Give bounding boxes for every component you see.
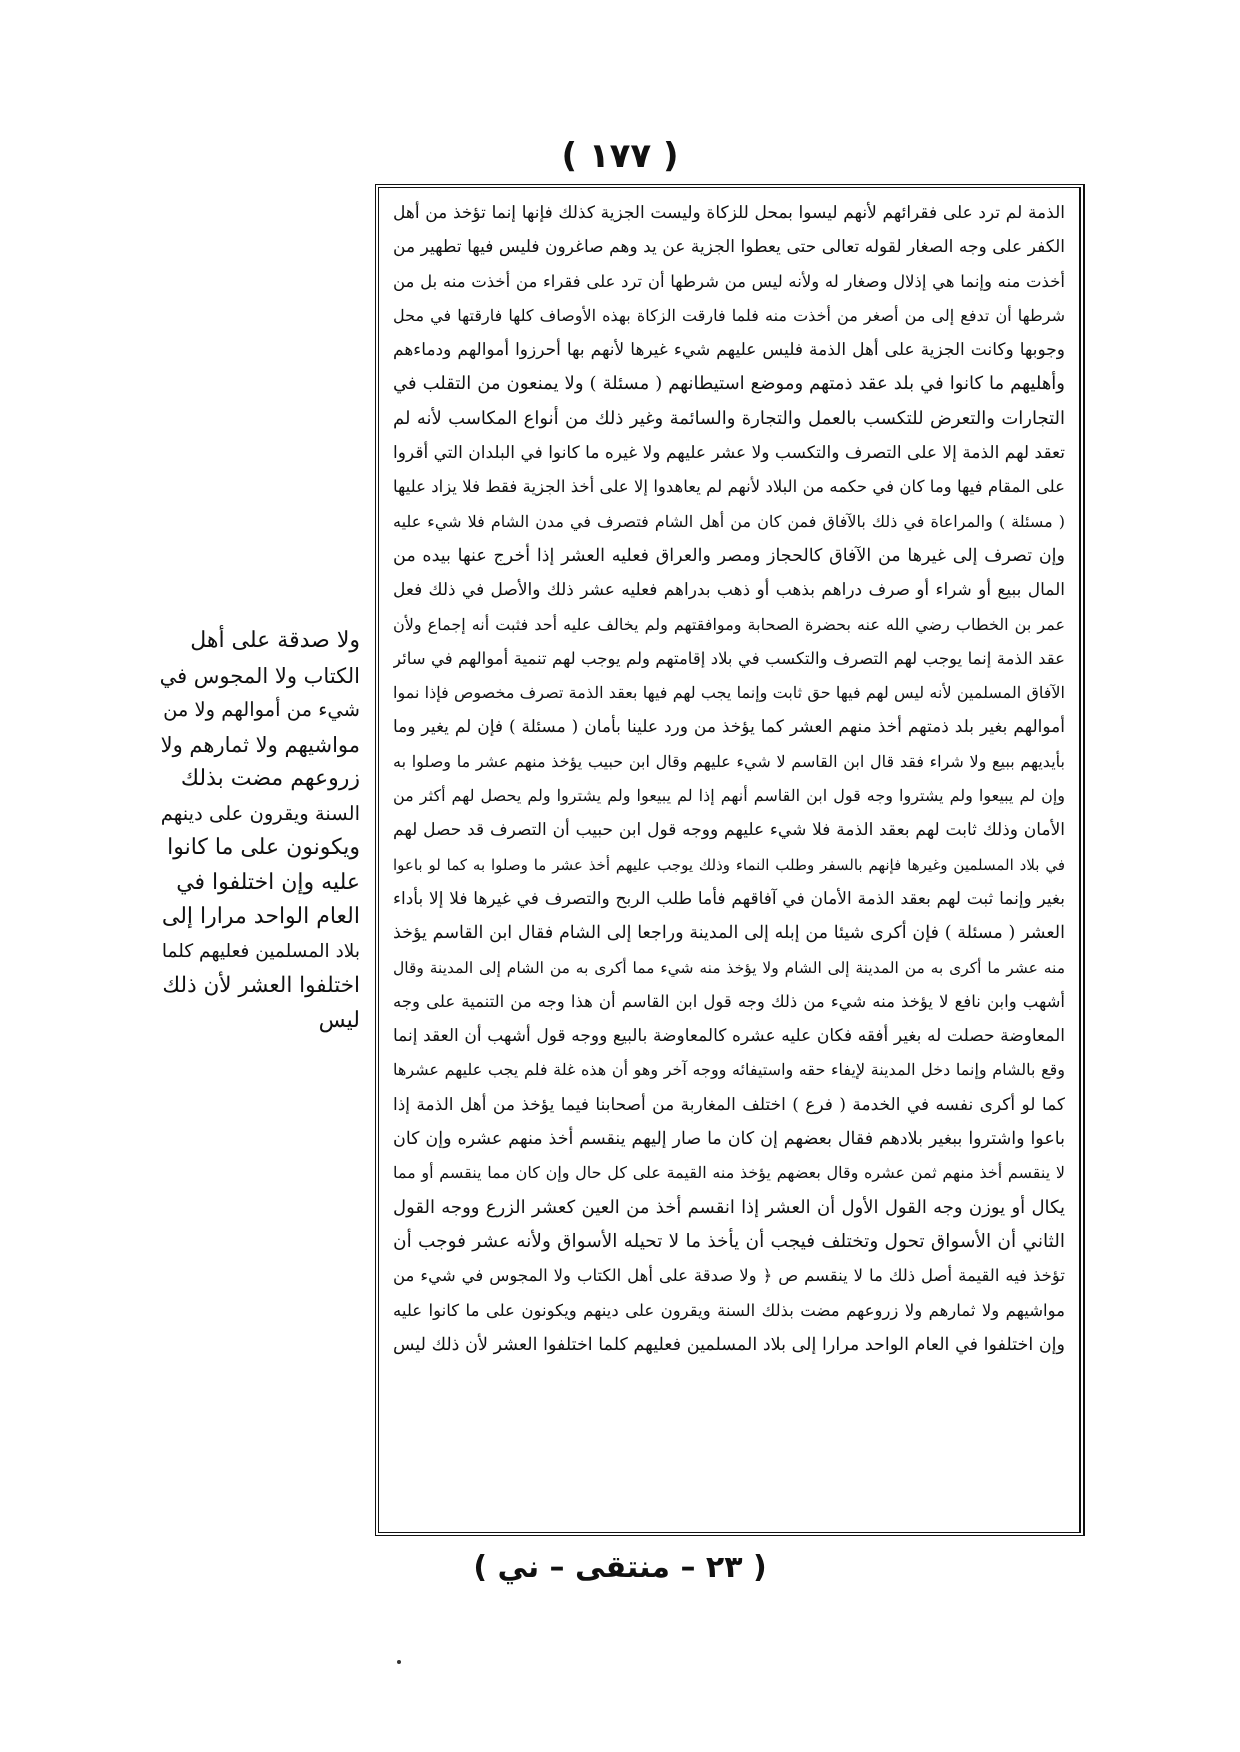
margin-line: ولا صدقة على أهل (190, 628, 360, 653)
text-line: في بلاد المسلمين وغيرها فإنهم بالسفر وطلب النماء وذلك يوجب عليهم أخذ عشر ما وصلوا به كما لو باعوا (393, 855, 1065, 874)
margin-line: العام الواحد مرارا إلى (161, 904, 360, 929)
text-line: تعقد لهم الذمة إلا على التصرف والتكسب ولا عشر عليهم ولا غيره ما كانوا في البلدان التي أقروا (393, 443, 1065, 464)
margin-line: ليس (318, 1007, 360, 1033)
text-line: بغير وإنما ثبت لهم بعقد الذمة الأمان في آفاقهم فأما طلب الربح والتصرف في غيرها فلا إلا بأداء (393, 888, 1065, 909)
margin-note (160, 624, 360, 1038)
text-line: وجوبها وكانت الجزية على أهل الذمة فليس عليهم شيء غيرها لأنهم بها أحرزوا أموالهم ودماءهم (393, 340, 1065, 361)
text-line: التجارات والتعرض للتكسب بالعمل والتجارة والسائمة وغير ذلك من أنواع المكاسب لأنه لم (393, 407, 1065, 429)
text-line: أشهب وابن نافع لا يؤخذ منه شيء من ذلك وجه قول ابن القاسم أن هذا وجه من التنمية على وجه (393, 991, 1065, 1011)
text-line: باعوا واشتروا ببغير بلادهم فقال بعضهم إن كان ما صار إليهم ينقسم أخذ منهم عشره وإن كان (393, 1129, 1065, 1150)
main-text-frame (375, 184, 1085, 1536)
margin-line: ويكونون على ما كانوا (167, 835, 360, 860)
text-line: لا ينقسم أخذ منهم ثمن عشره وقال بعضهم يؤخذ منه القيمة على كل حال وإن كان مما ينقسم أو مما (393, 1163, 1065, 1183)
text-line: وأهليهم ما كانوا في بلد عقد ذمتهم وموضع استيطانهم ( مسئلة ) ولا يمنعون من التقلب في (393, 373, 1065, 395)
text-line: مواشيهم ولا ثمارهم ولا زروعهم مضت بذلك السنة ويقرون على دينهم ويكونون على ما كانوا عليه (393, 1300, 1065, 1320)
text-line: الكفر على وجه الصغار لقوله تعالى حتى يعطوا الجزية عن يد وهم صاغرون فليس فيها تطهير من (393, 237, 1065, 258)
text-line: كما لو أكرى نفسه في الخدمة ( فرع ) اختلف المغاربة من أصحابنا فيما يؤخذ من أهل الذمة إذا (393, 1094, 1065, 1115)
text-line: وإن اختلفوا في العام الواحد مرارا إلى بلاد المسلمين فعليهم كلما اختلفوا العشر لأن ذلك ليس (393, 1334, 1065, 1355)
ink-speck (397, 1660, 401, 1664)
margin-line: الكتاب ولا المجوس في (160, 663, 360, 688)
text-line: عقد الذمة إنما يوجب لهم التصرف والتكسب في بلاد إقامتهم ولم يوجب لهم تنمية أموالهم في سائر (393, 648, 1065, 668)
margin-line: زروعهم مضت بذلك (180, 766, 360, 791)
footer-signature: ( ٢٣ – منتقى – ني ) (473, 1550, 767, 1585)
text-line: وإن تصرف إلى غيرها من الآفاق كالحجاز ومصر والعراق فعليه العشر إذا أخرج عنها بيده من (393, 545, 1065, 566)
text-line: شرطها أن تدفع إلى من أصغر من أخذت منه فلما فارقت الزكاة بهذه الأوصاف كلها فارقتها في محل (393, 305, 1065, 325)
text-line: أموالهم بغير بلد ذمتهم أخذ منهم العشر كما يؤخذ من ورد علينا بأمان ( مسئلة ) فإن لم يغير وما (393, 717, 1065, 738)
text-line: أخذت منه وإنما هي إذلال وصغار له ولأنه ليس من شرطها أن ترد على فقراء من أخذت منه بل من (393, 271, 1065, 291)
text-line: الذمة لم ترد على فقرائهم لأنهم ليسوا بمحل للزكاة وليست الجزية كذلك فإنها إنما تؤخذ من أهل (393, 203, 1065, 223)
text-line: الأمان وذلك ثابت لهم بعقد الذمة فلا شيء عليهم ووجه قول ابن حبيب أن التصرف قد حصل لهم (393, 820, 1065, 841)
page-number: ( ١٧٧ ) (561, 136, 679, 176)
text-line: ( مسئلة ) والمراعاة في ذلك بالآفاق فمن كان من أهل الشام فتصرف في مدن الشام فلا شيء عليه (393, 511, 1065, 531)
text-line: بأيديهم ببيع ولا شراء فقد قال ابن القاسم لا شيء عليهم وقال ابن حبيب يؤخذ منهم عشر ما وصلوا به (393, 751, 1065, 771)
text-line: وإن لم يبيعوا ولم يشتروا وجه قول ابن القاسم أنهم إذا لم يبيعوا ولم يشتروا ولم يحصل لهم أكثر من (393, 786, 1065, 806)
text-line: تؤخذ فيه القيمة أصل ذلك ما لا ينقسم ص ﴿ ولا صدقة على أهل الكتاب ولا المجوس في شيء من (393, 1266, 1065, 1286)
text-line: الآفاق المسلمين لأنه ليس لهم فيها حق ثابت وإنما يجب لهم فيها بعقد الذمة تصرف مخصوص فإذا نموا (393, 683, 1065, 703)
margin-line: شيء من أموالهم ولا من (163, 698, 360, 721)
margin-line: عليه وإن اختلفوا في (176, 869, 360, 895)
margin-line: بلاد المسلمين فعليهم كلما (161, 940, 360, 962)
text-line: على المقام فيها وما كان في حكمه من البلاد لأنهم لم يعاهدوا إلا على أخذ الجزية فقط فلا يزاد عليها (393, 477, 1065, 497)
margin-line: السنة ويقرون على دينهم (160, 801, 360, 825)
text-line: منه عشر ما أكرى به من المدينة إلى الشام ولا يؤخذ منه شيء مما أكرى به من الشام إلى المدينة وقال (393, 958, 1065, 977)
text-line: المعاوضة حصلت له بغير أفقه فكان عليه عشره كالمعاوضة بالبيع ووجه قول أشهب أن العقد إنما (393, 1026, 1065, 1047)
text-line: العشر ( مسئلة ) فإن أكرى شيئا من إبله إلى المدينة وراجعا إلى الشام فقال ابن القاسم يؤخذ (393, 923, 1065, 944)
text-line: الثاني أن الأسواق تحول وتختلف فيجب أن يأخذ ما لا تحيله الأسواق ولأنه عشر فوجب أن (393, 1230, 1065, 1252)
margin-line: مواشيهم ولا ثمارهم ولا (160, 732, 360, 757)
text-line: عمر بن الخطاب رضي الله عنه بحضرة الصحابة وموافقتهم ولم يخالف عليه أحد فثبت أنه إجماع ولأن (393, 614, 1065, 634)
text-line: المال ببيع أو شراء أو صرف دراهم بذهب أو ذهب بدراهم فعليه عشر ذلك والأصل في ذلك فعل (393, 580, 1065, 601)
text-line: وقع بالشام وإنما دخل المدينة لإيفاء حقه واستيفائه ووجه آخر وهو أن هذه غلة فلم يجب عليهم عشرها (393, 1060, 1065, 1080)
text-line: يكال أو يوزن وجه القول الأول أن العشر إذا انقسم أخذ من العين كعشر الزرع ووجه القول (393, 1196, 1065, 1218)
margin-line: اختلفوا العشر لأن ذلك (162, 973, 360, 998)
main-text-body (393, 196, 1065, 1362)
